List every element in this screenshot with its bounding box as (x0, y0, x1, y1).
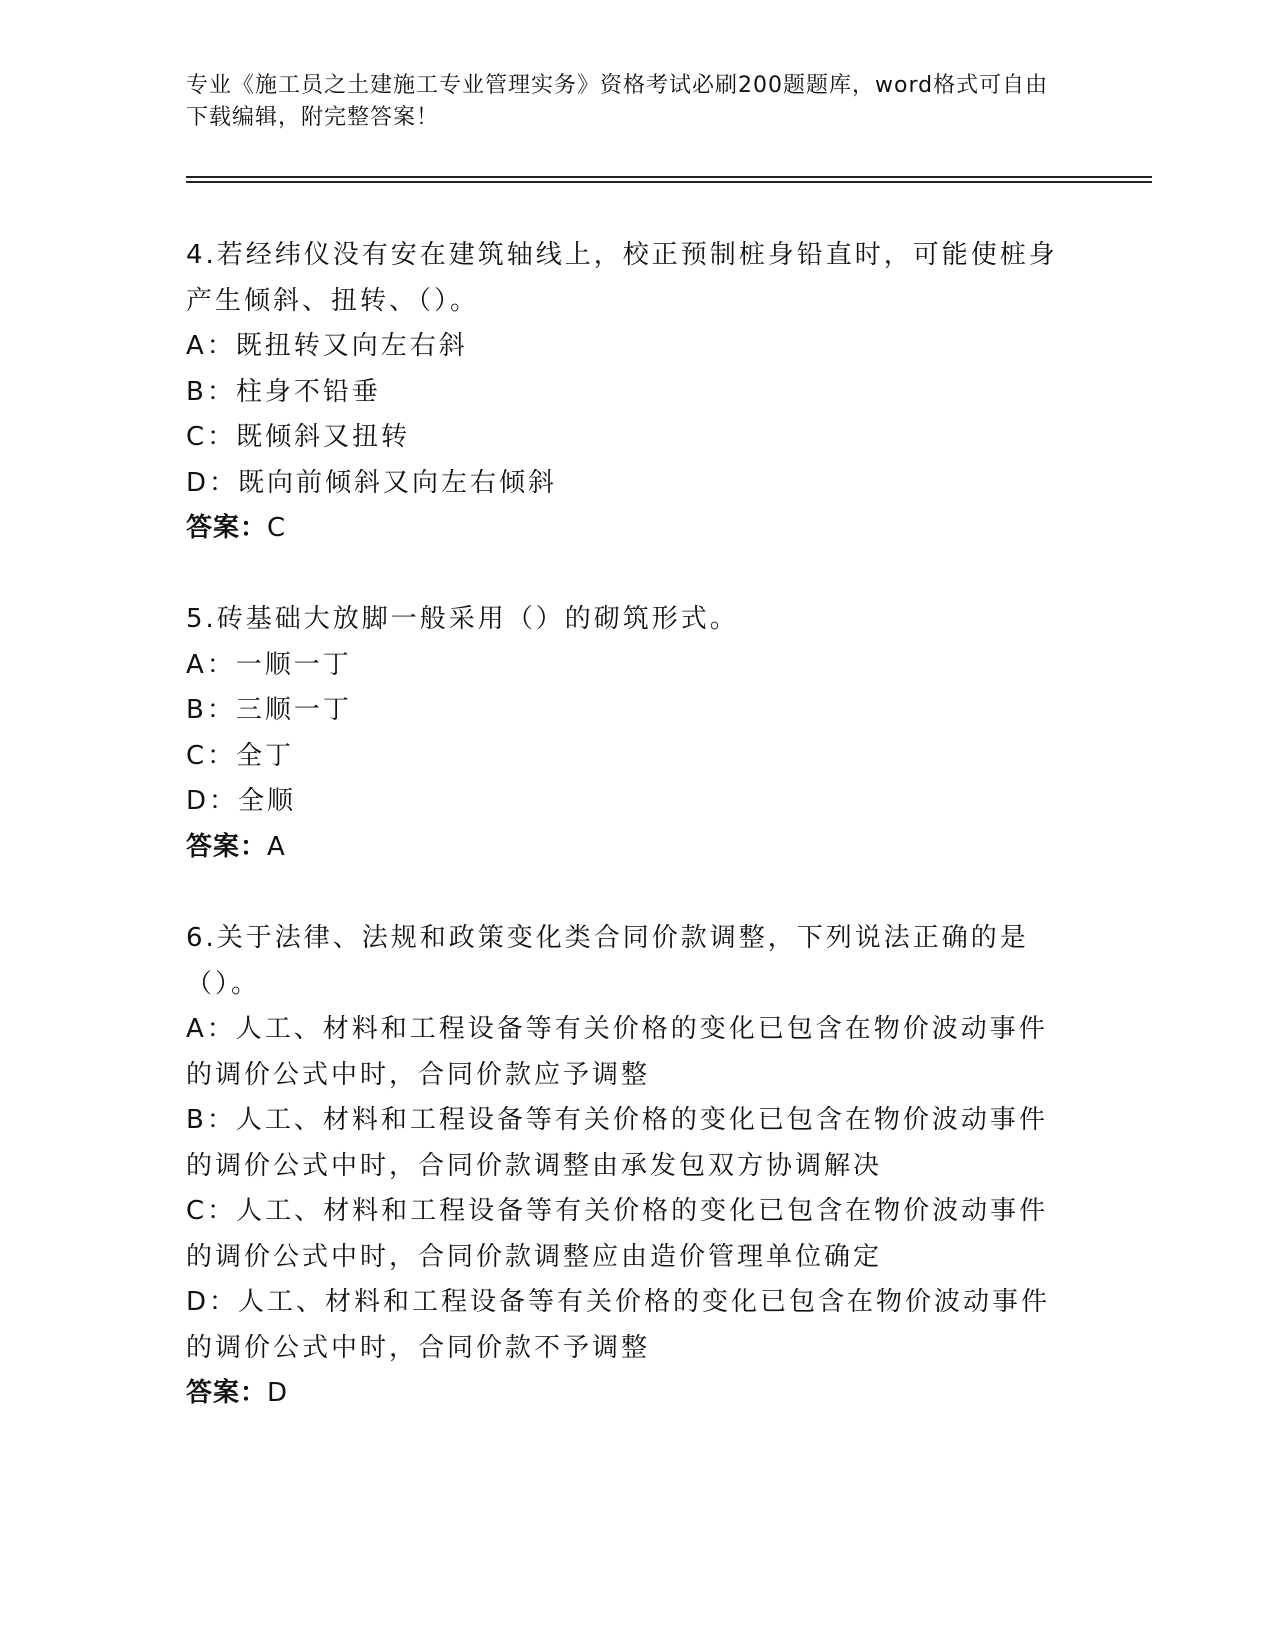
option-b: B：人工、材料和工程设备等有关价格的变化已包含在物价波动事件的调价公式中时，合同价款调整由承发包双方协调解决 (186, 1105, 1048, 1181)
question-block-6 (186, 916, 1066, 1417)
answer-value: D (267, 1378, 289, 1408)
question-stem: 5.砖基础大放脚一般采用（）的砌筑形式。 (186, 604, 739, 634)
answer-line (186, 825, 1066, 871)
header-divider-bottom (186, 181, 1152, 183)
answer-value: C (267, 513, 287, 543)
question-block-4 (186, 233, 1066, 552)
question-block-5 (186, 597, 1066, 870)
answer-value: A (267, 831, 286, 862)
document-header: 专业《施工员之土建施工专业管理实务》资格考试必刷200题题库，word格式可自由下载编辑，附完整答案！ (186, 73, 1049, 130)
option-a: A：既扭转又向左右斜 (186, 331, 468, 361)
answer-label: 答案： (186, 513, 268, 543)
question-stem: 4.若经纬仪没有安在建筑轴线上，校正预制桩身铅直时，可能使桩身产生倾斜、扭转、（）。 (186, 240, 1058, 316)
answer-line (186, 1371, 1066, 1417)
option-a: A：一顺一丁 (186, 649, 352, 680)
answer-line (186, 506, 1066, 552)
option-d: D：全顺 (186, 786, 297, 816)
option-d: D：人工、材料和工程设备等有关价格的变化已包含在物价波动事件的调价公式中时，合同价款不予调整 (186, 1287, 1051, 1363)
option-a: A：人工、材料和工程设备等有关价格的变化已包含在物价波动事件的调价公式中时，合同价款应予调整 (186, 1014, 1048, 1090)
option-d: D：既向前倾斜又向左右倾斜 (186, 467, 558, 498)
question-stem: 6.关于法律、法规和政策变化类合同价款调整，下列说法正确的是（）。 (186, 923, 1029, 999)
option-c: C：既倾斜又扭转 (186, 422, 411, 452)
option-b: B：柱身不铅垂 (186, 376, 381, 407)
header-divider-top (186, 176, 1152, 178)
option-b: B：三顺一丁 (186, 695, 352, 725)
answer-label: 答案： (186, 1378, 268, 1408)
option-c: C：全丁 (186, 740, 295, 771)
option-c: C：人工、材料和工程设备等有关价格的变化已包含在物价波动事件的调价公式中时，合同价款调整应由造价管理单位确定 (186, 1196, 1049, 1272)
answer-label: 答案： (186, 831, 268, 862)
